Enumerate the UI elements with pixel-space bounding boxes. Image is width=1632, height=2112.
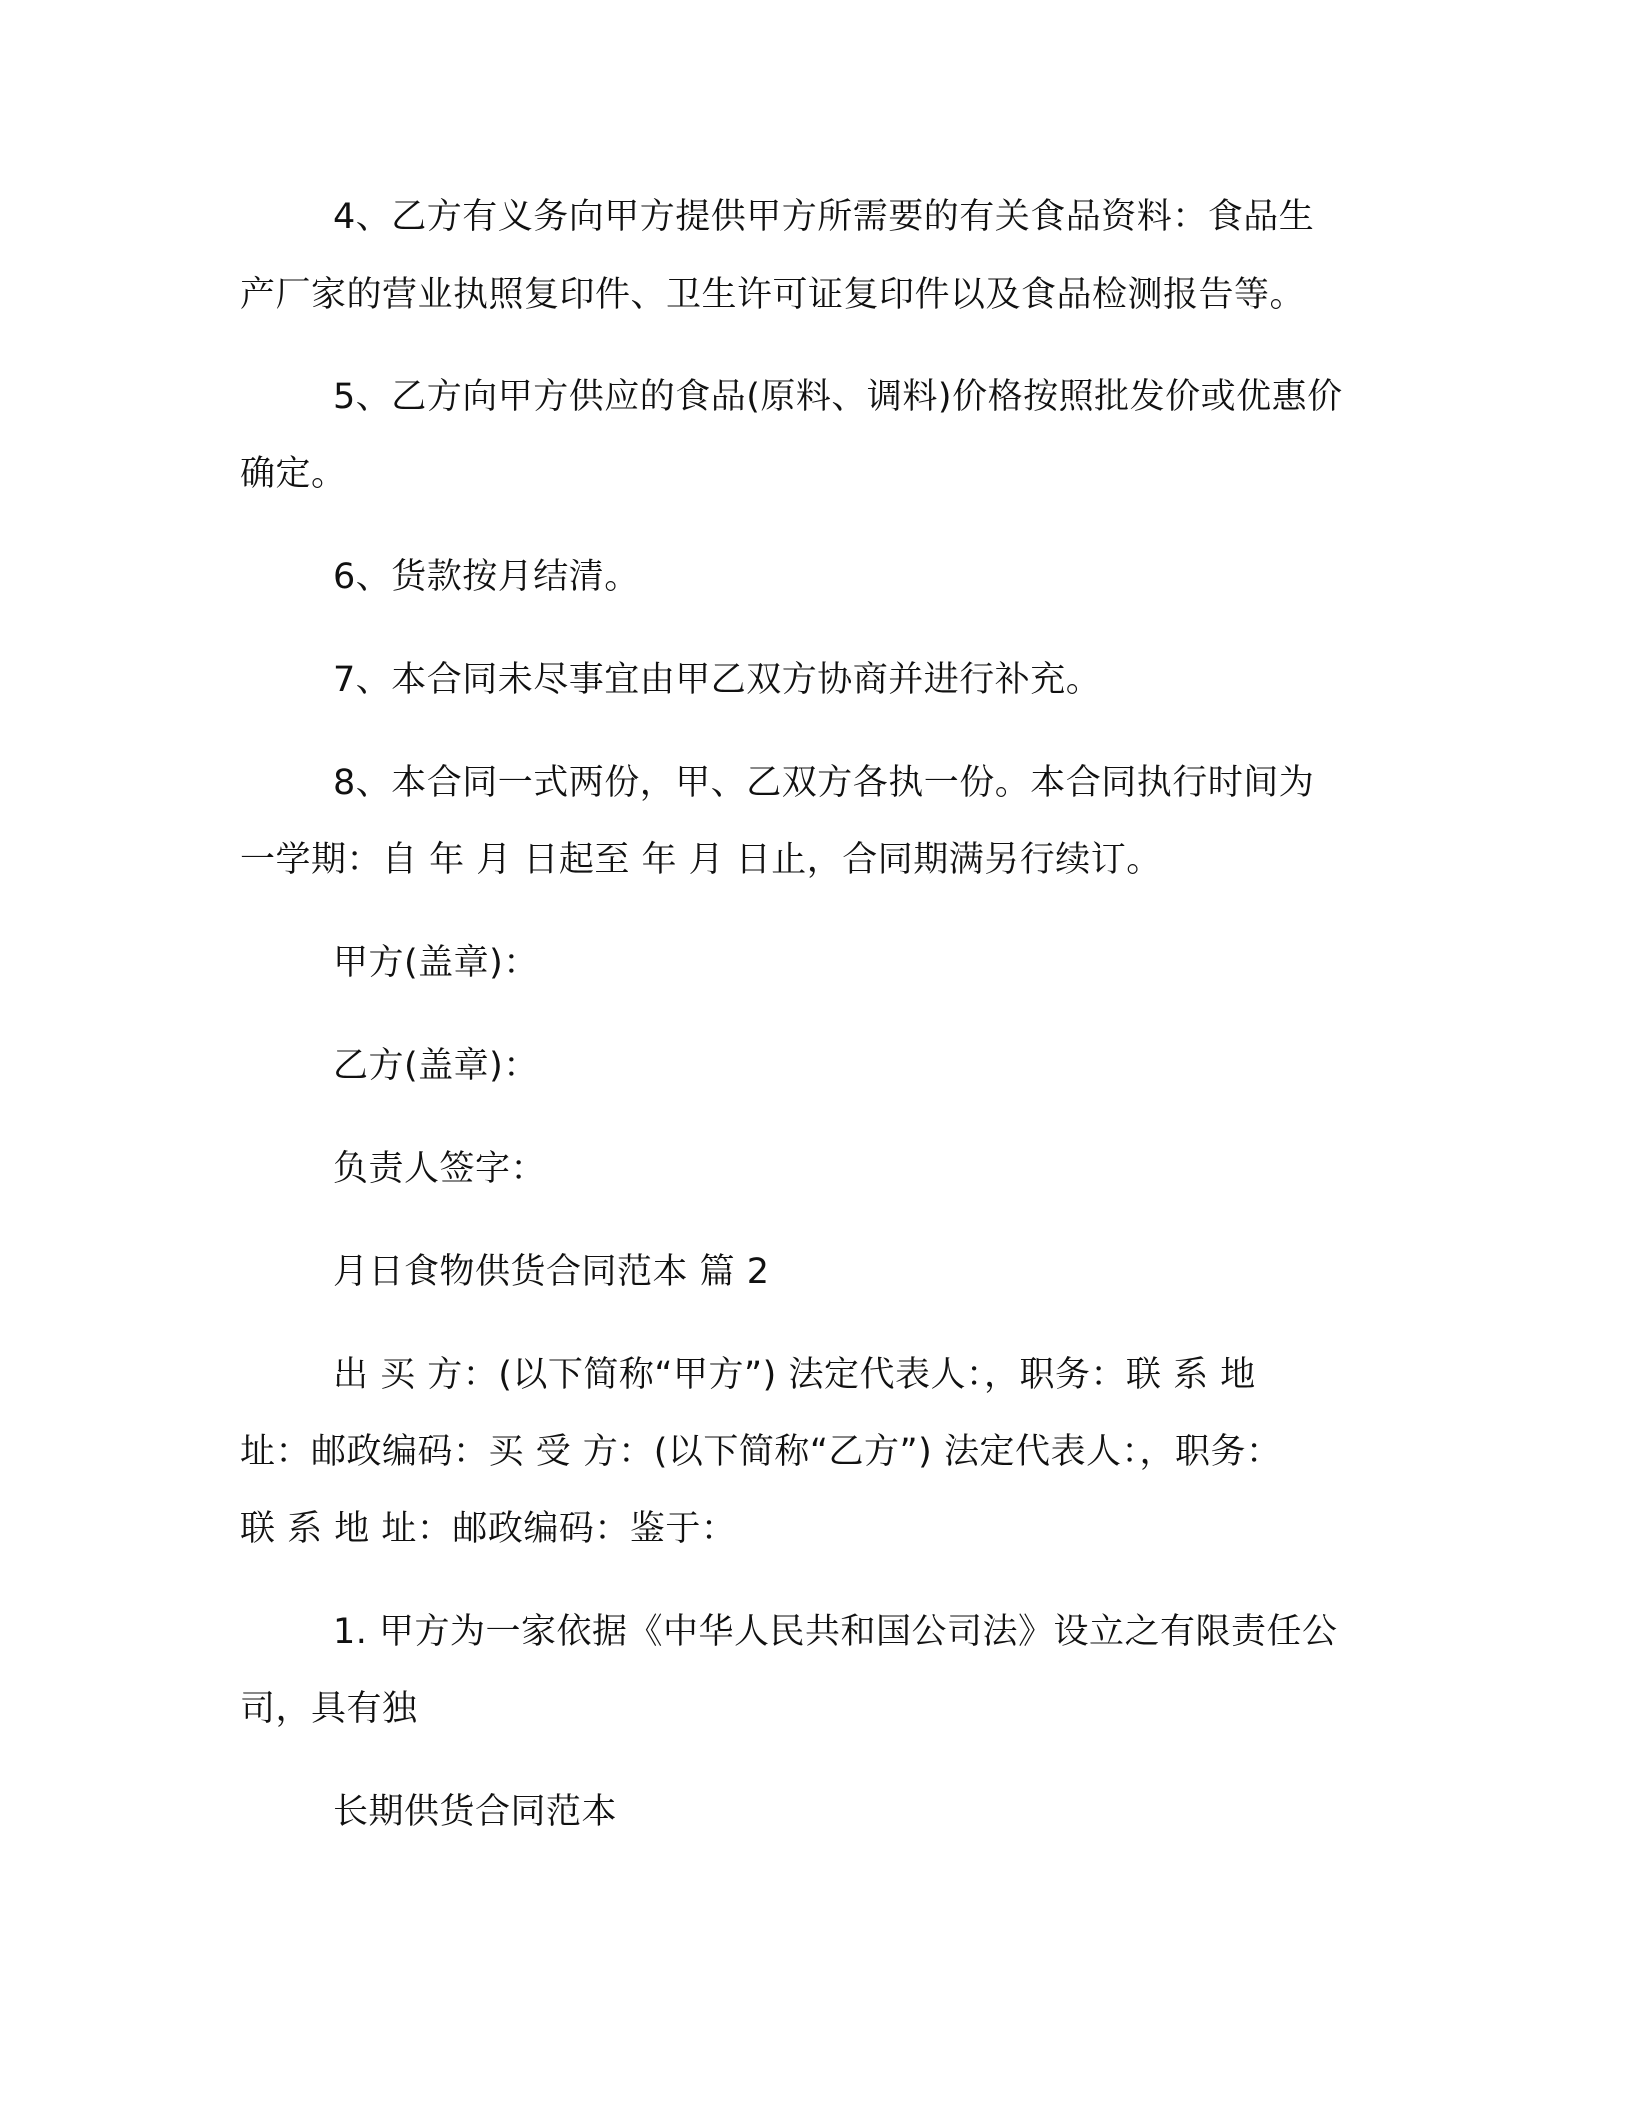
party-b-seal: 乙方(盖章)： bbox=[333, 1046, 539, 1086]
clause-6: 6、货款按月结清。 bbox=[333, 557, 640, 597]
clause-5-line-2: 确定。 bbox=[240, 454, 347, 494]
preamble-line-1: 出 买 方：(以下简称“甲方”) 法定代表人：，职务：联 系 地 bbox=[333, 1355, 1256, 1395]
preamble-line-3: 联 系 地 址：邮政编码：鉴于： bbox=[240, 1509, 737, 1549]
preamble-line-2: 址：邮政编码：买 受 方：(以下简称“乙方”) 法定代表人：，职务： bbox=[240, 1432, 1282, 1472]
clause-5-line-1: 5、乙方向甲方供应的食品(原料、调料)价格按照批发价或优惠价 bbox=[333, 377, 1343, 417]
footer-title: 长期供货合同范本 bbox=[333, 1792, 618, 1832]
item-1-line-1: 1. 甲方为一家依据《中华人民共和国公司法》设立之有限责任公 bbox=[333, 1612, 1338, 1652]
clause-8-line-1: 8、本合同一式两份，甲、乙双方各执一份。本合同执行时间为 bbox=[333, 763, 1315, 803]
person-in-charge-signature: 负责人签字： bbox=[333, 1149, 547, 1189]
item-1-line-2: 司，具有独 bbox=[240, 1689, 418, 1729]
clause-4-line-1: 4、乙方有义务向甲方提供甲方所需要的有关食品资料：食品生 bbox=[333, 197, 1315, 237]
party-a-seal: 甲方(盖章)： bbox=[333, 943, 539, 983]
clause-8-line-2: 一学期：自 年 月 日起至 年 月 日止，合同期满另行续订。 bbox=[240, 840, 1162, 880]
clause-4-line-2: 产厂家的营业执照复印件、卫生许可证复印件以及食品检测报告等。 bbox=[240, 275, 1306, 315]
section-title: 月日食物供货合同范本 篇 2 bbox=[333, 1252, 770, 1292]
clause-7: 7、本合同未尽事宜由甲乙双方协商并进行补充。 bbox=[333, 660, 1102, 700]
